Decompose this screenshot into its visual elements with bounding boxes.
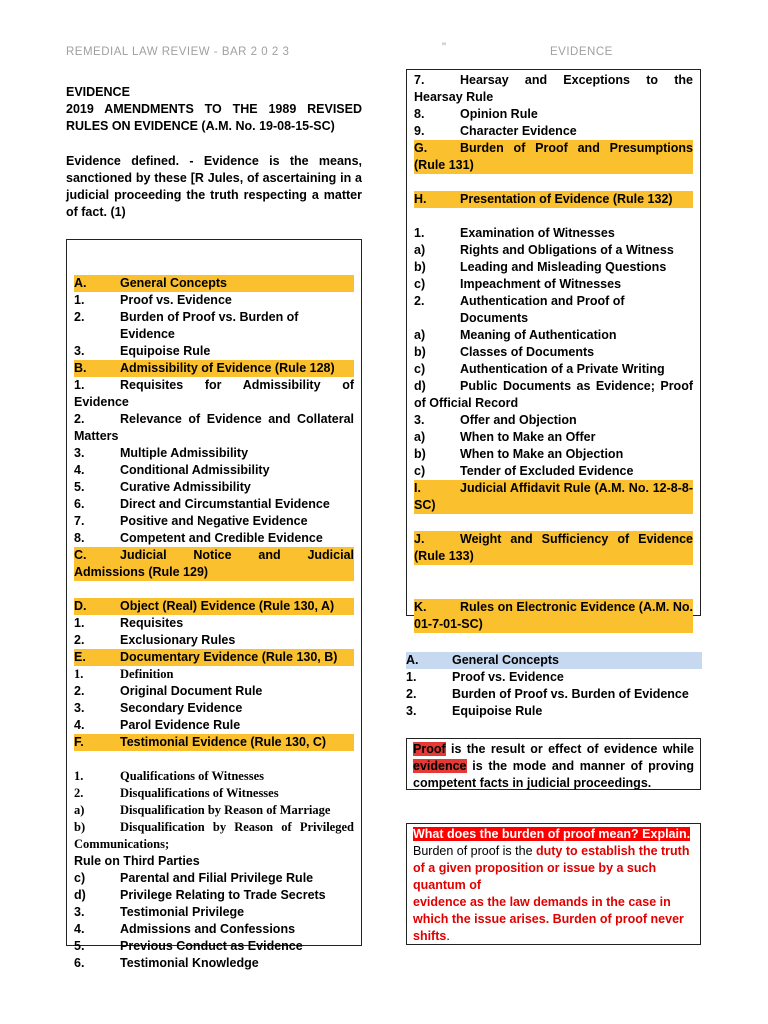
spacer [414,174,693,191]
outline-number: 2. [74,310,85,324]
outline-text: Burden of Proof and Presumptions (Rule 131) [414,141,693,172]
outline-item [74,615,354,632]
outline-heading [414,140,693,174]
outline-text: When to Make an Offer [460,430,596,444]
intro-subtitle: 2019 AMENDMENTS TO THE 1989 REVISED RULES ON EVIDENCE (A.M. No. 19-08-15-SC) [66,102,362,133]
outline-item [74,462,354,479]
outline-item [74,717,354,734]
outline-text: Positive and Negative Evidence [120,514,308,528]
outline-text: Direct and Circumstantial Evidence [120,497,330,511]
outline-item [74,530,354,547]
outline-number: A. [74,276,87,290]
outline-number: d) [74,888,86,902]
outline-heading [74,598,354,615]
proof-definition-box [406,738,701,790]
outline-item [414,293,693,327]
outline-text: Examination of Witnesses [460,226,615,240]
outline-number: 1. [414,226,425,240]
burden-question: What does the burden of proof mean? Explain. [413,827,691,841]
burden-of-proof-box [406,823,701,945]
outline-number: E. [74,650,86,664]
outline-box-left [66,239,362,970]
outline-number: 1. [74,667,84,681]
outline-number: K. [414,600,427,614]
outline-item [74,683,354,700]
outline-heading [74,734,354,751]
spacer [74,751,354,768]
outline-text: Definition [120,667,174,681]
outline-number: 2. [74,633,85,647]
outline-text: Requisites [120,616,184,630]
outline-number: 5. [74,939,85,953]
outline-text: Classes of Documents [460,345,595,359]
outline-text: Rule on Third Parties [74,854,200,868]
outline-text: Admissibility of Evidence (Rule 128) [120,361,335,375]
outline-number: F. [74,735,84,749]
outline-item [74,309,354,343]
outline-item [414,378,693,412]
outline-text: Equipoise Rule [452,704,543,718]
outline-text: Opinion Rule [460,107,538,121]
outline-text: Parol Evidence Rule [120,718,241,732]
outline-number: b) [414,260,426,274]
outline-text: Rights and Obligations of a Witness [460,243,674,257]
outline-text: Disqualifications of Witnesses [120,786,279,800]
outline-item [414,242,693,259]
outline-text: Authentication of a Private Writing [460,362,665,376]
outline-number: 1. [406,670,417,684]
outline-text: Public Documents as Evidence; Proof of Official Record [414,379,693,410]
outline-item [74,802,354,819]
outline-number: 8. [414,107,425,121]
outline-number: a) [414,430,426,444]
outline-number: 3. [74,905,85,919]
spacer [414,565,693,582]
outline-number: 2. [74,412,85,426]
outline-text: Requisites for Admissibility of Evidence [74,378,354,409]
outline-item [74,632,354,649]
outline-text: Admissions and Confessions [120,922,296,936]
spacer [74,581,354,598]
outline-number: 4. [74,718,85,732]
outline-item [74,377,354,411]
outline-text: Disqualification by Reason of Privileged Communications; [74,820,354,851]
outline-item [74,904,354,921]
outline-number: 3. [74,701,85,715]
outline-item [74,496,354,513]
burden-answer-end: . [446,929,450,943]
outline-text: Curative Admissibility [120,480,251,494]
outline-number: 2. [414,294,425,308]
outline-item [406,669,702,686]
outline-item [414,106,693,123]
outline-number: 8. [74,531,85,545]
outline-text: Character Evidence [460,124,577,138]
header-subject: EVIDENCE [550,46,613,58]
outline-item [74,921,354,938]
outline-heading [74,275,354,292]
burden-answer-lead: Burden of proof is the [413,844,536,858]
outline-item [406,686,702,703]
evidence-term: evidence [413,759,467,773]
outline-text: General Concepts [120,276,227,290]
outline-number: a) [414,243,426,257]
outline-text: Presentation of Evidence (Rule 132) [460,192,673,206]
outline-heading [414,599,693,633]
outline-item [414,225,693,242]
outline-number: 3. [414,413,425,427]
outline-text: Privilege Relating to Trade Secrets [120,888,326,902]
outline-text: Testimonial Privilege [120,905,245,919]
outline-item [74,938,354,955]
spacer [414,208,693,225]
outline-number: c) [74,871,86,885]
outline-number: a) [74,803,85,817]
evidence-definition: Evidence defined. - Evidence is the means, sanctioned by these [R Jules, of ascertaining in a judicial proceeding the truth respecting a matter of fact. (1) [66,154,362,219]
outline-number: 6. [74,956,85,970]
outline-item [74,768,354,785]
outline-number: 1. [74,378,85,392]
burden-answer-1: duty to establish the truth of a given proposition or issue by a such quantum of [413,844,690,892]
outline-heading [74,547,354,581]
outline-number: d) [414,379,426,393]
outline-item [414,259,693,276]
outline-text: Competent and Credible Evidence [120,531,323,545]
outline-text: Impeachment of Witnesses [460,277,622,291]
proof-text-2: is the mode and manner of proving competent facts in judicial proceedings. [413,759,694,790]
outline-number: c) [414,362,426,376]
outline-item [74,343,354,360]
outline-number: 1. [74,293,85,307]
outline-number: 2. [74,684,85,698]
outline-text: Testimonial Knowledge [120,956,259,970]
outline-text: Documentary Evidence (Rule 130, B) [120,650,338,664]
outline-text: Judicial Affidavit Rule (A.M. No. 12-8-8-SC) [414,481,693,512]
burden-answer-2: evidence as the law demands in the case in which the issue arises. Burden of proof never shifts [413,895,684,943]
outline-number: H. [414,192,427,206]
intro-title: EVIDENCE [66,85,130,99]
outline-text: Disqualification by Reason of Marriage [120,803,331,817]
proof-text-1: is the result or effect of evidence while [445,742,694,756]
outline-number: 2. [74,786,84,800]
outline-text: Leading and Misleading Questions [460,260,667,274]
outline-item [74,666,354,683]
outline-text: Qualifications of Witnesses [120,769,264,783]
outline-item [74,955,354,972]
outline-item [74,411,354,445]
outline-text: When to Make an Objection [460,447,624,461]
outline-number: 6. [74,497,85,511]
outline-item [414,463,693,480]
outline-number: 1. [74,616,85,630]
outline-item [74,445,354,462]
outline-box-right [406,69,701,631]
outline-text: Parental and Filial Privilege Rule [120,871,314,885]
outline-number: 3. [74,344,85,358]
outline-text: Rules on Electronic Evidence (A.M. No. 01-7-01-SC) [414,600,693,631]
outline-number: I. [414,481,421,495]
outline-text: General Concepts [452,653,559,667]
outline-text: Secondary Evidence [120,701,243,715]
outline-item [406,703,702,720]
outline-text: Weight and Sufficiency of Evidence (Rule 133) [414,532,693,563]
outline-number: 3. [406,704,417,718]
outline-item [74,479,354,496]
header-course-title: REMEDIAL LAW REVIEW - BAR 2 0 2 3 [66,46,290,58]
outline-number: C. [74,548,87,562]
section-a-general-concepts [406,652,702,720]
outline-text: Burden of Proof vs. Burden of Evidence [452,687,689,701]
outline-text: Meaning of Authentication [460,328,617,342]
outline-item [414,429,693,446]
proof-term: Proof [413,742,446,756]
outline-text: Burden of Proof vs. Burden of Evidence [120,310,299,341]
outline-item [74,887,354,904]
outline-heading [74,360,354,377]
intro-section [66,84,362,221]
outline-number: a) [414,328,426,342]
outline-item [414,412,693,429]
outline-text: Multiple Admissibility [120,446,249,460]
outline-number: B. [74,361,87,375]
outline-number: b) [74,820,86,834]
outline-text: Previous Conduct as Evidence [120,939,303,953]
outline-item [74,853,354,870]
outline-text: Proof vs. Evidence [120,293,232,307]
outline-number: c) [414,277,426,291]
outline-text: Equipoise Rule [120,344,211,358]
outline-text: Object (Real) Evidence (Rule 130, A) [120,599,335,613]
outline-heading [414,480,693,514]
spacer [414,582,693,599]
outline-item [74,292,354,309]
outline-number: J. [414,532,425,546]
outline-item [74,785,354,802]
outline-number: b) [414,447,426,461]
outline-number: 4. [74,922,85,936]
outline-text: Exclusionary Rules [120,633,236,647]
outline-number: 7. [414,73,425,87]
outline-number: c) [414,464,426,478]
outline-heading [406,652,702,669]
outline-item [74,700,354,717]
outline-item [74,819,354,853]
outline-number: b) [414,345,426,359]
outline-text: Authentication and Proof of Documents [460,294,625,325]
outline-text: Proof vs. Evidence [452,670,564,684]
outline-number: G. [414,141,428,155]
outline-number: 7. [74,514,85,528]
outline-number: D. [74,599,87,613]
outline-number: 2. [406,687,417,701]
outline-text: Original Document Rule [120,684,263,698]
outline-text: Relevance of Evidence and Collateral Matters [74,412,354,443]
outline-text: Offer and Objection [460,413,577,427]
spacer [74,258,354,275]
outline-heading [74,649,354,666]
outline-item [414,276,693,293]
outline-number: 9. [414,124,425,138]
outline-item [414,123,693,140]
outline-text: Judicial Notice and Judicial Admissions (Rule 129) [74,548,354,579]
outline-text: Hearsay and Exceptions to the Hearsay Rule [414,73,693,104]
outline-item [74,870,354,887]
outline-number: 5. [74,480,85,494]
header-mark: " [442,42,447,54]
outline-number: 4. [74,463,85,477]
outline-heading [414,191,693,208]
outline-text: Tender of Excluded Evidence [460,464,634,478]
outline-text: Conditional Admissibility [120,463,270,477]
spacer [414,514,693,531]
outline-item [414,446,693,463]
outline-heading [414,531,693,565]
outline-number: 3. [74,446,85,460]
outline-number: A. [406,653,419,667]
outline-item [414,344,693,361]
outline-item [414,327,693,344]
outline-item [414,361,693,378]
outline-item [74,513,354,530]
outline-number: 1. [74,769,84,783]
outline-item [414,72,693,106]
outline-text: Testimonial Evidence (Rule 130, C) [120,735,327,749]
